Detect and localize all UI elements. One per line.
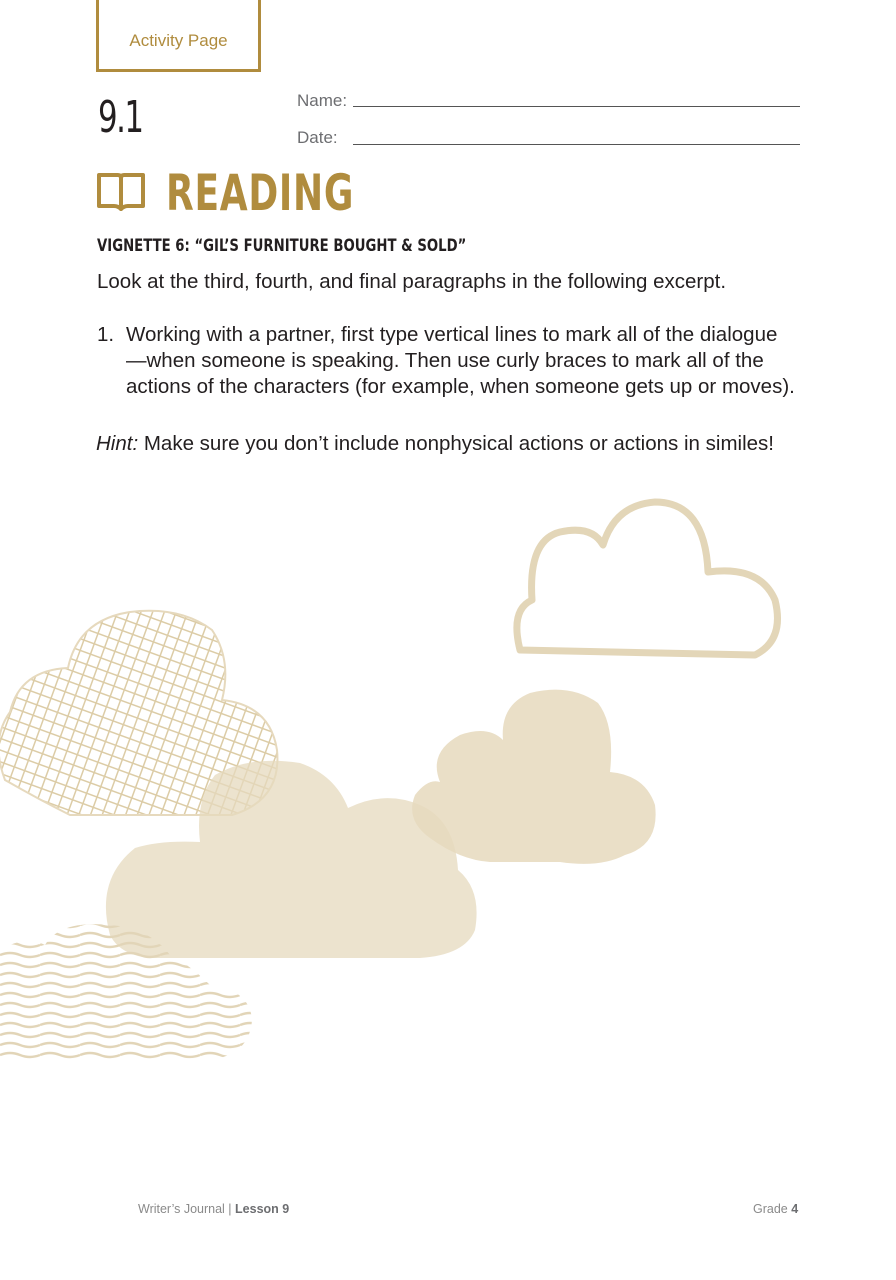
footer-grade: Grade 4 [753, 1202, 799, 1216]
footer-journal: Writer’s Journal | Lesson 9 [138, 1202, 290, 1216]
outline-cloud [517, 502, 778, 655]
activity-page-tab [96, 0, 261, 72]
instruction-line: actions of the characters (for example, when someone gets up or moves). [126, 375, 795, 398]
activity-page-label: Activity Page [129, 31, 228, 50]
hint [96, 431, 774, 457]
cloud-illustration [0, 480, 896, 1100]
footer-grade-value: 4 [791, 1202, 799, 1216]
book-icon [96, 171, 146, 213]
hint-label: Hint: [96, 432, 139, 455]
section-title: READING [166, 164, 355, 222]
item-number: 1. [97, 323, 115, 346]
instruction-line: —when someone is speaking. Then use curly braces to mark all of the [126, 349, 764, 372]
date-field[interactable] [353, 144, 800, 145]
name-field[interactable] [353, 106, 800, 107]
instruction-line: Working with a partner, first type vertical lines to mark all of the dialogue [126, 323, 778, 346]
footer-lesson: Lesson 9 [235, 1202, 290, 1216]
vignette-title: VIGNETTE 6: “GIL’S FURNITURE BOUGHT & SOLD” [97, 236, 467, 256]
intro-text: Look at the third, fourth, and final paragraphs in the following excerpt. [97, 270, 727, 293]
hint-text: Make sure you don’t include nonphysical actions or actions in similes! [138, 432, 774, 455]
page-number: 9.1 [98, 92, 143, 143]
instruction-item [126, 322, 795, 400]
solid-cloud-right [412, 690, 655, 864]
name-label: Name: [297, 91, 348, 110]
date-label: Date: [297, 128, 338, 147]
